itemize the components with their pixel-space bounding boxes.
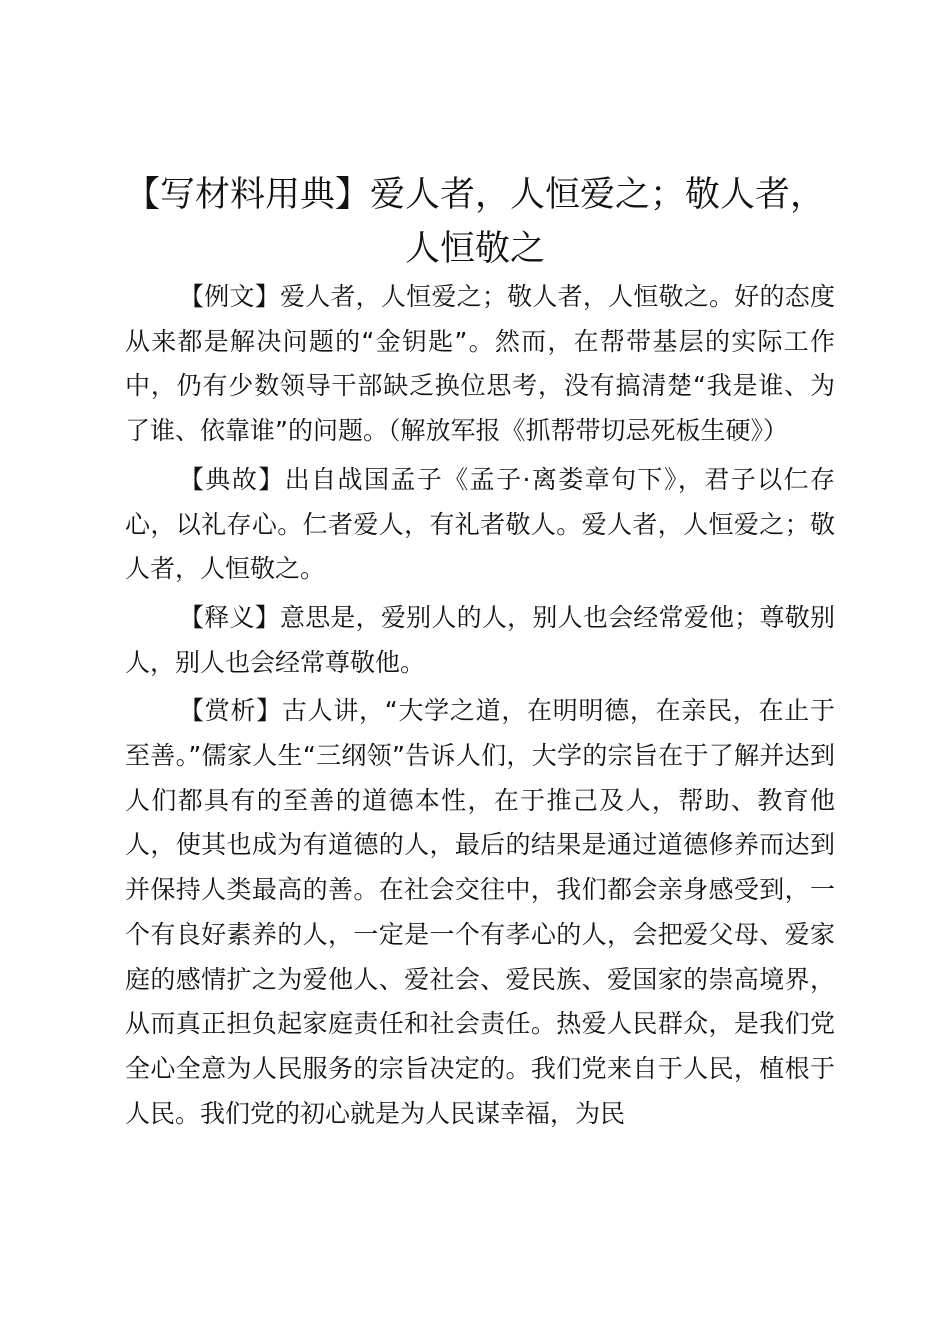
paragraph-meaning: 【释义】意思是，爱别人的人，别人也会经常爱他；尊敬别人，别人也会经常尊敬他。 xyxy=(125,602,835,677)
document-title: 【写材料用典】爱人者，人恒爱之；敬人者，人恒敬之 xyxy=(124,175,825,269)
paragraph-example: 【例文】爱人者，人恒爱之；敬人者，人恒敬之。好的态度从来都是解决问题的“金钥匙”。然而，在帮带基层的实际工作中，仍有少数领导干部缺乏换位思考，没有搞清楚“我是谁、为了谁、依靠谁”的问题。（解放军报《抓帮带切忌死板生硬》） xyxy=(125,282,835,446)
paragraph-appreciation: 【赏析】古人讲，“大学之道，在明明德，在亲民，在止于至善。”儒家人生“三纲领”告诉人们，大学的宗旨在于了解并达到人们都具有的至善的道德本性，在于推己及人，帮助、教育他人，使其也成为有道德的人，最后的结果是通过道德修养而达到并保持人类最高的善。在社会交往中，我们都会亲身感受到，一个有良好素养的人，一定是一个有孝心的人，会把爱父母、爱家庭的感情扩之为爱他人、爱社会、爱民族、爱国家的崇高境界，从而真正担负起家庭责任和社会责任。热爱人民群众，是我们党全心全意为人民服务的宗旨决定的。我们党来自于人民，植根于人民。我们党的初心就是为人民谋幸福，为民 xyxy=(125,696,835,1128)
document-body xyxy=(125,275,835,1136)
paragraph-allusion: 【典故】出自战国孟子《孟子·离娄章句下》，君子以仁存心，以礼存心。仁者爱人，有礼者敬人。爱人者，人恒爱之；敬人者，人恒敬之。 xyxy=(125,464,835,584)
